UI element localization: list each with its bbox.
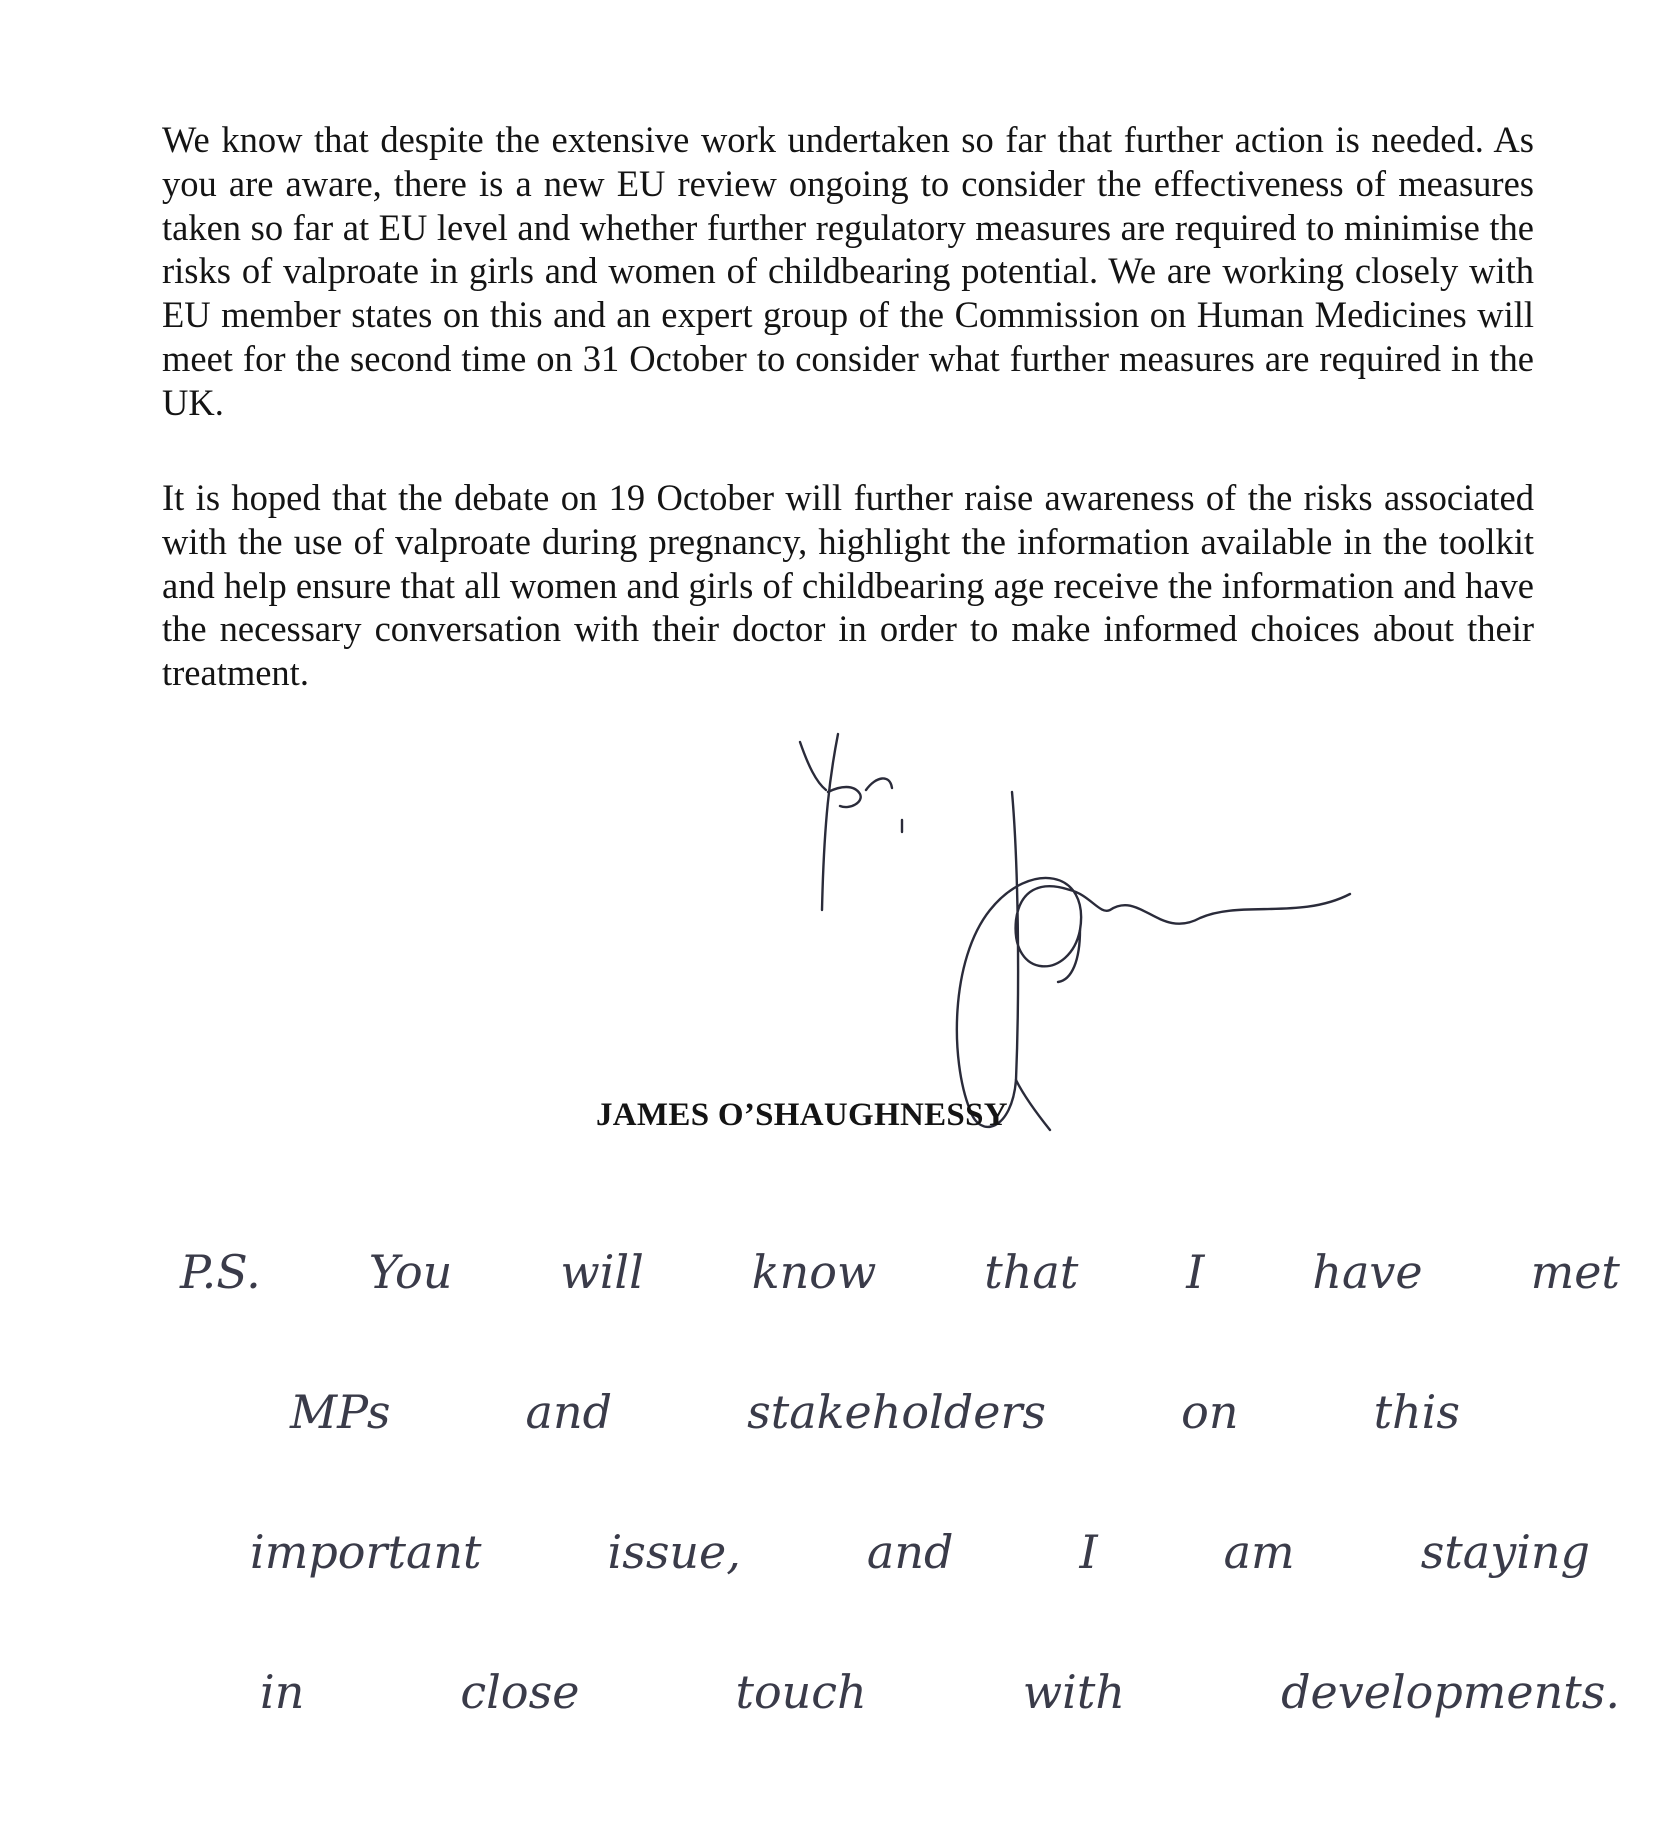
- postscript-line-1: [180, 1245, 1620, 1299]
- postscript-word: issue,: [607, 1525, 741, 1579]
- postscript-word: developments.: [1281, 1665, 1620, 1719]
- postscript-word: and: [866, 1525, 954, 1579]
- postscript-word: close: [460, 1665, 580, 1719]
- postscript-line-3: [180, 1525, 1590, 1579]
- postscript-word: I: [1079, 1525, 1098, 1579]
- postscript-line-4: [180, 1665, 1620, 1719]
- handwritten-postscript: [180, 1215, 1620, 1775]
- postscript-word: on: [1181, 1385, 1239, 1439]
- postscript-word: this: [1373, 1385, 1460, 1439]
- postscript-word: have: [1312, 1245, 1423, 1299]
- postscript-word: I: [1186, 1245, 1205, 1299]
- postscript-word: stakeholders: [747, 1385, 1047, 1439]
- postscript-word: will: [560, 1245, 644, 1299]
- body-paragraph-1: We know that despite the extensive work undertaken so far that further action is needed. As you are aware, there is a new EU review ongoing to consider the effectiveness of measures taken so far at EU level and whether further regulatory measures are required to minimise the risks of valproate in girls and women of childbearing potential. We are working closely with EU member states on this and an expert group of the Commission on Human Medicines will meet for the second time on 31 October to consider what further measures are required in the UK.: [162, 119, 1534, 423]
- postscript-word: touch: [735, 1665, 867, 1719]
- postscript-word: important: [250, 1525, 482, 1579]
- postscript-word: am: [1223, 1525, 1295, 1579]
- postscript-word: with: [1022, 1665, 1125, 1719]
- postscript-word: You: [368, 1245, 453, 1299]
- postscript-word: in: [260, 1665, 305, 1719]
- postscript-word: and: [525, 1385, 613, 1439]
- postscript-word: met: [1530, 1245, 1620, 1299]
- body-paragraph-2: It is hoped that the debate on 19 October will further raise awareness of the risks associated with the use of valproate during pregnancy, highlight the information available in the toolkit and help ensure that all women and girls of childbearing age receive the information and have the necessary conversation with their doctor in order to make informed choices about their treatment.: [162, 477, 1534, 694]
- postscript-line-2: [180, 1385, 1460, 1439]
- postscript-word: staying: [1420, 1525, 1590, 1579]
- postscript-word: MPs: [290, 1385, 391, 1439]
- handwritten-signature: [780, 720, 1480, 1150]
- signatory-name: JAMES O’SHAUGHNESSY: [596, 1097, 1008, 1133]
- postscript-word: know: [751, 1245, 877, 1299]
- postscript-word: that: [984, 1245, 1079, 1299]
- postscript-word: P.S.: [180, 1245, 261, 1299]
